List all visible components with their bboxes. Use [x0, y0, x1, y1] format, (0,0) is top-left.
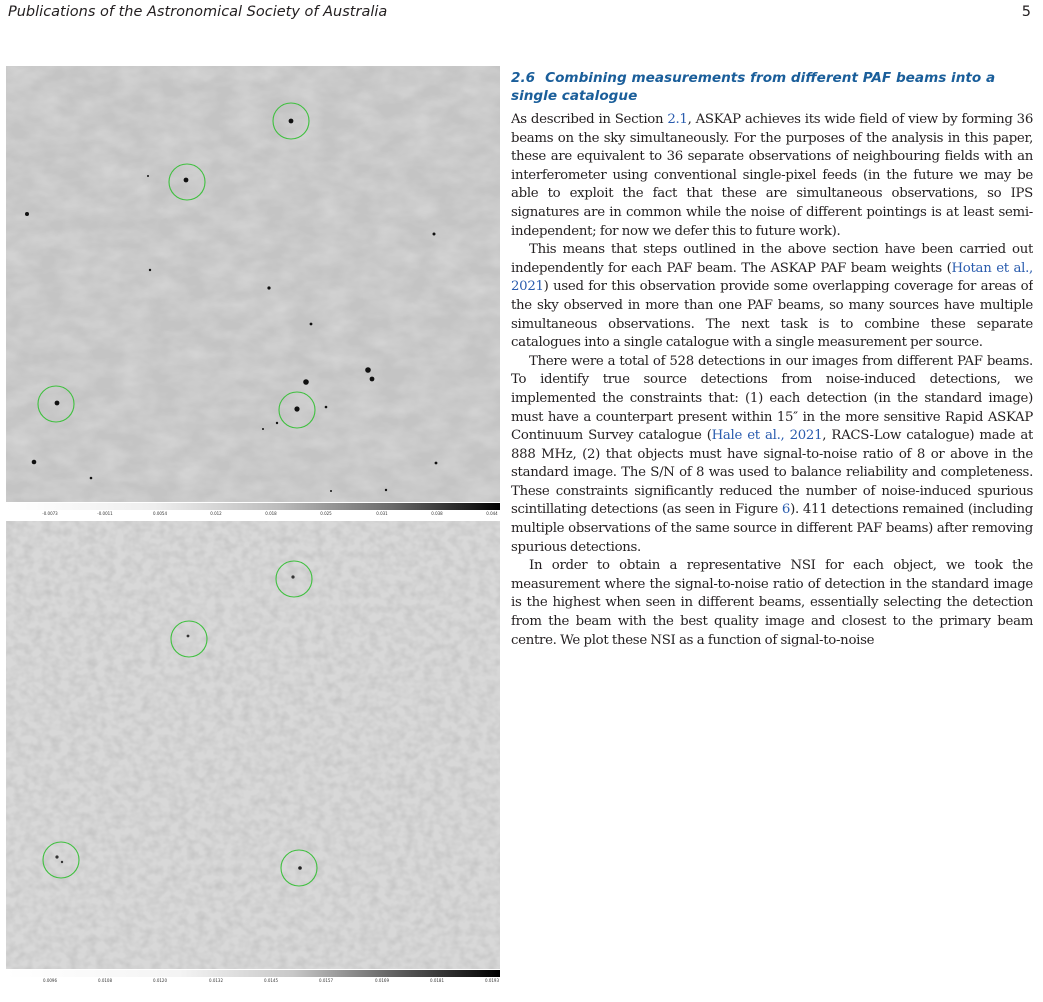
journal-title: Publications of the Astronomical Society of Australia — [8, 4, 388, 20]
top-colorbar-gradient — [6, 503, 500, 510]
colorbar-tick-label: 0.0096 — [43, 978, 57, 983]
colorbar-tick-label: 0.0054 — [153, 511, 167, 516]
text-run: ) used for this observation provide some overlapping coverage for areas of the sky observed in more than one PAF beams, so many sources have multiple simultaneous observations. The next task is to combine these separate catalogues into a single catalogue with a single measurement per source. — [511, 279, 1033, 351]
colorbar-tick-label: 0.0157 — [319, 978, 333, 983]
radio-source — [276, 422, 278, 424]
section-link[interactable]: 2.1 — [667, 112, 688, 127]
radio-source — [262, 428, 264, 430]
colorbar-tick-label: 0.038 — [431, 511, 443, 516]
text-column — [511, 69, 1033, 1002]
radio-source — [289, 119, 294, 124]
high-time-resolution-image — [6, 521, 500, 969]
figure-link[interactable]: 6 — [781, 502, 791, 518]
page-number: 5 — [1021, 4, 1031, 20]
bottom-colorbar-gradient — [6, 970, 500, 977]
radio-source — [433, 233, 436, 236]
radio-source — [435, 462, 438, 465]
radio-source — [32, 460, 37, 465]
image-noise — [6, 521, 500, 969]
colorbar-tick-label: 0.0181 — [430, 978, 444, 983]
radio-source — [298, 866, 302, 870]
colorbar-tick-label: -0.0011 — [97, 511, 113, 516]
radio-source — [303, 379, 309, 385]
citation-link[interactable]: Hotan et al., 2021 — [511, 260, 1033, 295]
text-run: In order to obtain a representative NSI for each object, we took the measurement where the signal-to-noise ratio of detection in the standard image is the highest when seen in different beams, essentially selecting the detection from the beam with the best quality image and closest to the primary beam centre. We plot these NSI as a function of signal-to-noise — [511, 558, 1033, 648]
radio-source — [330, 490, 332, 492]
colorbar-tick-label: 0.025 — [320, 511, 332, 516]
radio-source — [147, 175, 149, 177]
radio-source — [25, 212, 29, 216]
colorbar-tick-label: 0.018 — [265, 511, 277, 516]
radio-source — [370, 377, 375, 382]
radio-source — [55, 855, 58, 858]
colorbar-tick-label: 0.0169 — [375, 978, 389, 983]
colorbar-tick-label: 0.0120 — [153, 978, 167, 983]
colorbar-tick-label: -0.0073 — [42, 511, 58, 516]
colorbar-tick-label: 0.031 — [376, 511, 388, 516]
radio-source — [149, 269, 151, 271]
text-run: , RACS-Low catalogue) made at 888 MHz, (2) that objects must have signal-to-noise ratio of 8 or above in the standard image. The S/N of 8 was used to balance reliability and completeness. These constraints significantly reduced the number of noise-induced spurious scintillating detections (as seen in Figure — [511, 428, 1033, 518]
radio-source — [55, 401, 60, 406]
colorbar-tick-label: 0.0193 — [485, 978, 499, 983]
top-colorbar — [6, 503, 500, 519]
citation-link[interactable]: Hale et al., 2021 — [711, 428, 823, 444]
radio-source — [291, 575, 294, 578]
radio-source — [267, 286, 270, 289]
colorbar-tick-label: 0.0145 — [264, 978, 278, 983]
text-run: There were a total of 528 detections in our images from different PAF beams. To identify true source detections from noise-induced detections, we implemented the constraints that: (1) each detection (in the standard image) must have a counterpart present within 15″ in the more sensitive Rapid ASKAP Continuum Survey catalogue ( — [511, 353, 1033, 444]
radio-source — [187, 635, 190, 638]
bottom-colorbar — [6, 970, 500, 986]
bottom-image-panel — [6, 521, 500, 969]
radio-source — [184, 178, 189, 183]
radio-source — [385, 489, 387, 491]
radio-source — [365, 367, 371, 373]
radio-source — [90, 477, 93, 480]
text-run: ). 411 detections remained (including multiple observations of the same source in different PAF beams) after removing spurious detections. — [511, 502, 1033, 555]
paragraph-1 — [511, 111, 1033, 241]
colorbar-tick-label: 0.0132 — [209, 978, 223, 983]
radio-source — [294, 406, 299, 411]
colorbar-tick-label: 0.044 — [486, 511, 498, 516]
colorbar-tick-label: 0.0108 — [98, 978, 112, 983]
paragraph-3 — [511, 353, 1033, 558]
text-run: , ASKAP achieves its wide field of view by forming 36 beams on the sky simultaneously. For the purposes of the analysis in this paper, these are equivalent to 36 separate observations of neighbouring fields with an interferometer using conventional single-pixel feeds (in the future we may be able to exploit the fact that these are simultaneous observations, so IPS signatures are in common while the noise of different pointings is at least semi-independent; for now we defer this to future work). — [511, 112, 1033, 239]
paragraph-2 — [511, 241, 1033, 353]
section-number: 2.6 — [511, 70, 536, 86]
text-run: This means that steps outlined in the above section have been carried out independently for each PAF beam. The ASKAP PAF beam weights ( — [511, 242, 1033, 276]
paragraph-4 — [511, 557, 1033, 650]
section-heading — [511, 69, 1033, 105]
radio-source — [325, 406, 328, 409]
radio-source — [61, 861, 63, 863]
top-image-panel — [6, 66, 500, 502]
image-noise — [6, 66, 500, 502]
standard-image — [6, 66, 500, 502]
colorbar-tick-label: 0.012 — [210, 511, 222, 516]
text-run: As described in Section — [511, 112, 668, 127]
radio-source — [310, 323, 313, 326]
section-title: Combining measurements from different PAF beams into a single catalogue — [511, 70, 996, 104]
